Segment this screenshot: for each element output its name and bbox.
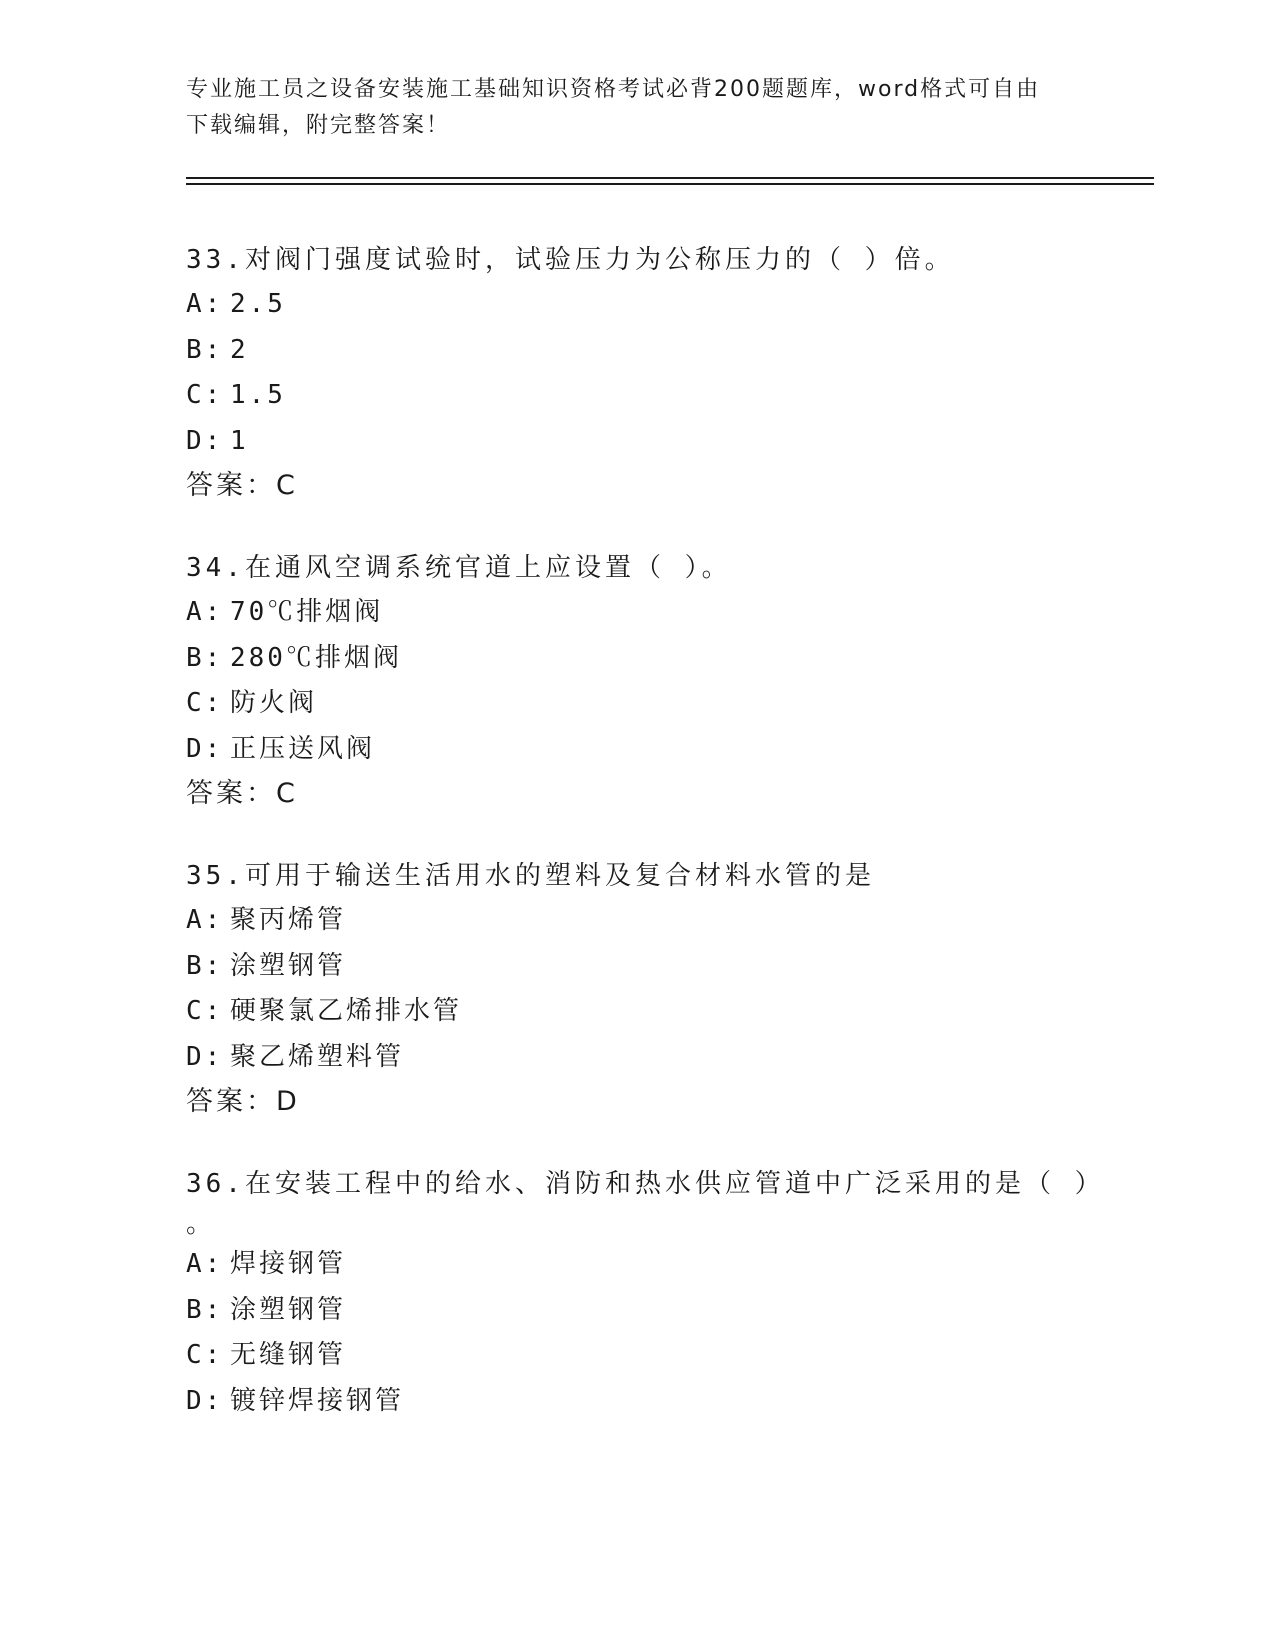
option-text: 正压送风阀 <box>230 733 376 764</box>
option-text: 焊接钢管 <box>230 1249 347 1279</box>
option-letter: A: <box>186 289 224 319</box>
option-text: 280℃排烟阀 <box>230 642 402 673</box>
option-text: 涂塑钢管 <box>230 950 347 981</box>
option-d <box>186 1379 1186 1425</box>
option-b <box>186 636 1186 682</box>
question-stem: 34.在通风空调系统官道上应设置（ ）。 <box>186 553 732 583</box>
option-letter: C: <box>186 380 224 410</box>
option-letter: A: <box>186 1249 224 1279</box>
option-text: 70℃排烟阀 <box>230 597 384 627</box>
option-text: 无缝钢管 <box>230 1340 347 1370</box>
option-letter: B: <box>186 642 224 673</box>
answer-line: 答案：D <box>186 1086 300 1117</box>
option-text: 1 <box>230 425 249 456</box>
header-divider-top <box>186 177 1154 179</box>
option-text: 防火阀 <box>230 688 318 718</box>
option-text: 聚丙烯管 <box>230 905 347 935</box>
option-letter: A: <box>186 597 224 627</box>
header-line-2: 下载编辑，附完整答案！ <box>186 113 451 138</box>
question-stem-continuation: 。 <box>186 1209 217 1239</box>
option-letter: C: <box>186 688 224 718</box>
option-d <box>186 727 1186 773</box>
answer-line: 答案：C <box>186 470 298 501</box>
option-text: 聚乙烯塑料管 <box>230 1041 405 1072</box>
option-d <box>186 1035 1186 1081</box>
question-34 <box>186 546 1186 816</box>
question-stem: 36.在安装工程中的给水、消防和热水供应管道中广泛采用的是（ ） <box>186 1169 1105 1199</box>
question-35 <box>186 854 1186 1124</box>
question-list <box>186 238 1186 1462</box>
header-line-1: 专业施工员之设备安装施工基础知识资格考试必背200题题库，word格式可自由 <box>186 77 1041 102</box>
document-header <box>186 72 1066 144</box>
option-c <box>186 1333 1186 1379</box>
option-letter: D: <box>186 733 224 764</box>
option-c <box>186 373 1186 419</box>
option-a <box>186 898 1186 944</box>
option-b <box>186 328 1186 374</box>
option-text: 2 <box>230 334 249 365</box>
option-a <box>186 1242 1186 1288</box>
option-letter: D: <box>186 1385 224 1416</box>
option-letter: A: <box>186 905 224 935</box>
option-letter: C: <box>186 1340 224 1370</box>
header-divider-bottom <box>186 183 1154 185</box>
option-d <box>186 419 1186 465</box>
option-letter: B: <box>186 1294 224 1325</box>
option-c <box>186 681 1186 727</box>
option-b <box>186 1288 1186 1334</box>
option-text: 2.5 <box>230 289 286 319</box>
option-letter: D: <box>186 1041 224 1072</box>
question-33 <box>186 238 1186 508</box>
question-stem: 35.可用于输送生活用水的塑料及复合材料水管的是 <box>186 861 875 891</box>
question-36 <box>186 1162 1186 1424</box>
option-text: 涂塑钢管 <box>230 1294 347 1325</box>
option-letter: B: <box>186 950 224 981</box>
option-letter: B: <box>186 334 224 365</box>
option-text: 硬聚氯乙烯排水管 <box>230 996 463 1026</box>
option-c <box>186 989 1186 1035</box>
question-stem: 33.对阀门强度试验时，试验压力为公称压力的（ ）倍。 <box>186 245 955 275</box>
option-letter: D: <box>186 425 224 456</box>
option-text: 1.5 <box>230 380 286 410</box>
option-text: 镀锌焊接钢管 <box>230 1385 405 1416</box>
option-a <box>186 590 1186 636</box>
option-b <box>186 944 1186 990</box>
option-a <box>186 282 1186 328</box>
answer-line: 答案：C <box>186 778 298 809</box>
option-letter: C: <box>186 996 224 1026</box>
